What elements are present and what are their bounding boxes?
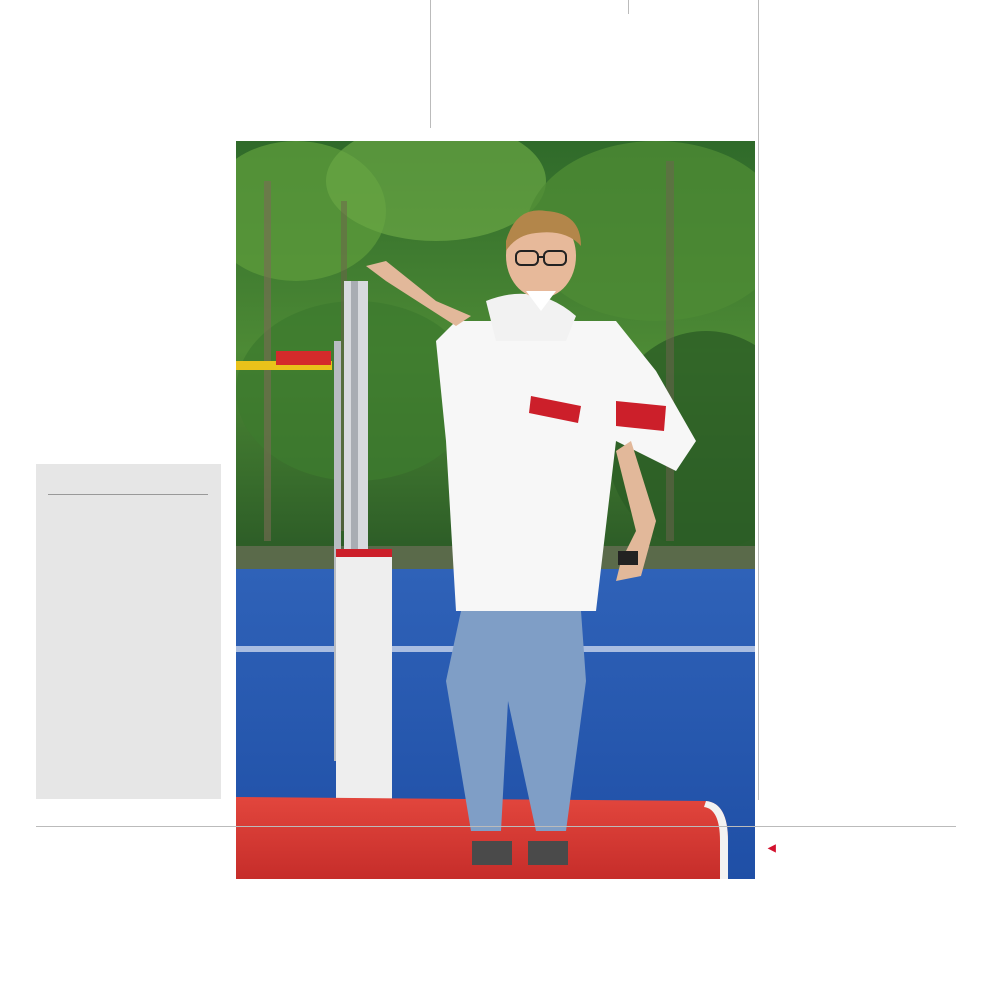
bottom-rule (36, 826, 956, 827)
paspoort-box (36, 464, 221, 799)
caption-arrow-icon: ◀ (768, 843, 776, 854)
paspoort-rule (48, 494, 208, 495)
photo-illustration (236, 141, 755, 879)
article-photo (236, 141, 755, 879)
column-divider (758, 0, 759, 800)
column-divider (430, 0, 431, 128)
column-divider (628, 0, 629, 14)
photo-caption (768, 842, 779, 854)
